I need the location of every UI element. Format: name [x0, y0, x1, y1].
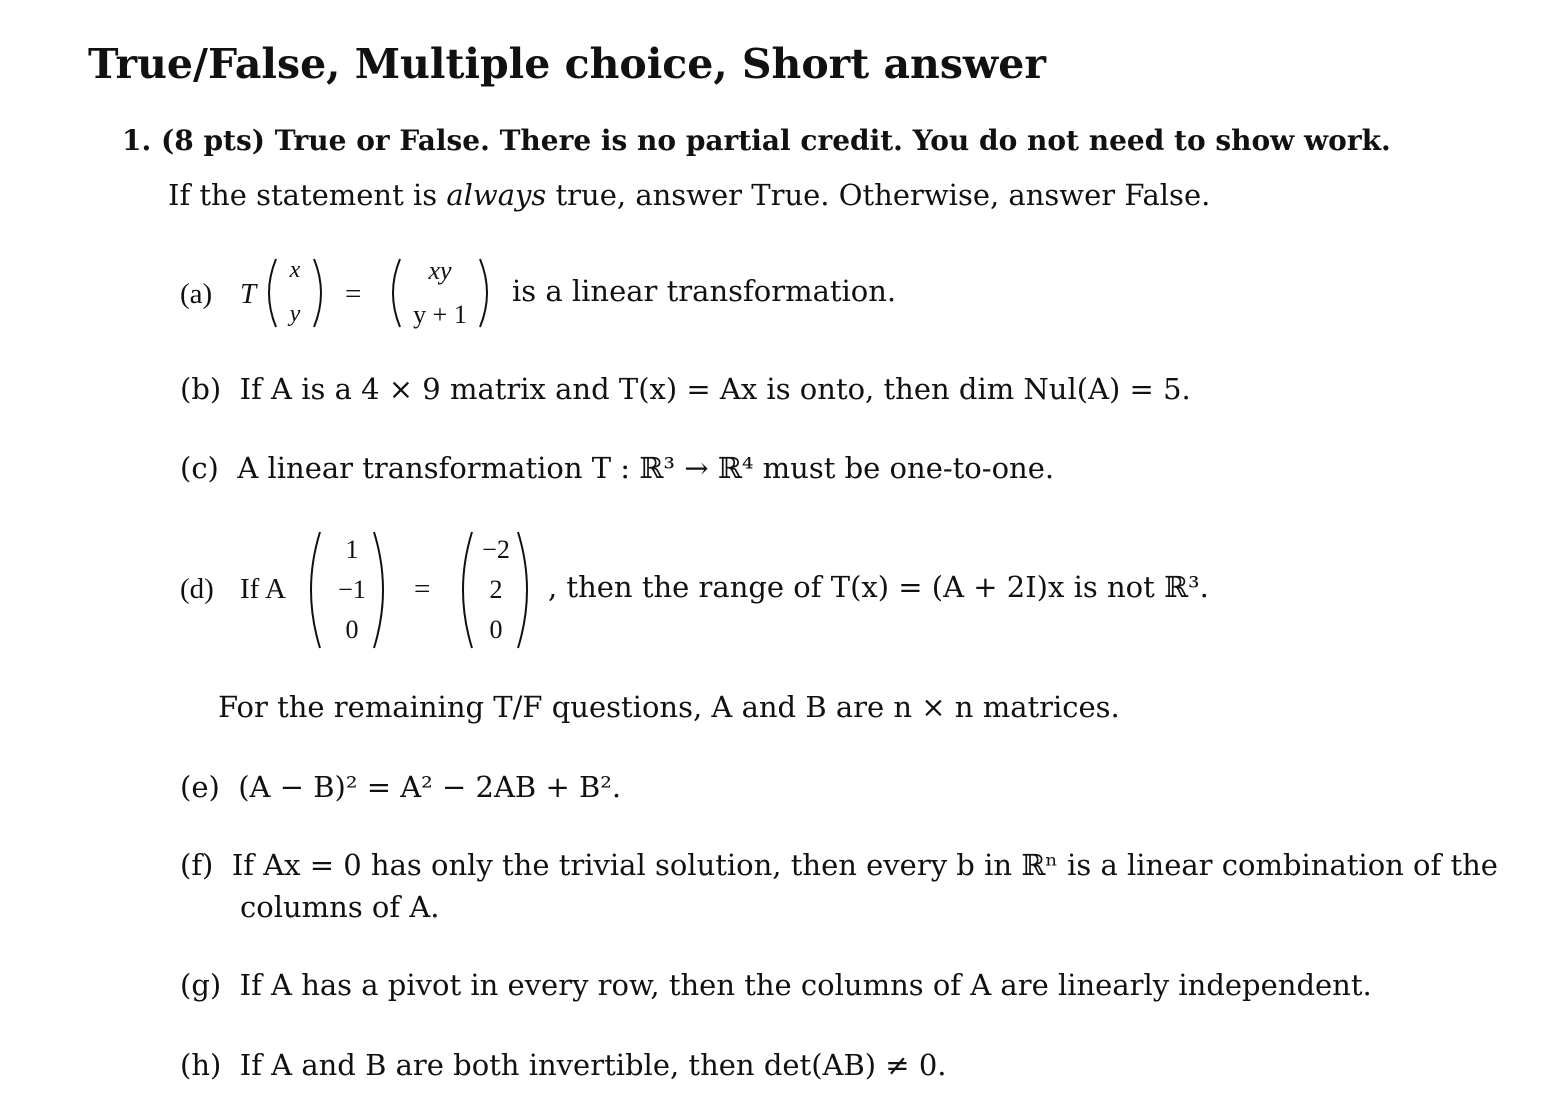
item-d-text: , then the range of T(x) = (A + 2I)x is not ℝ³. [548, 570, 1209, 604]
item-e-label: (e) [180, 770, 220, 804]
item-b-text: If A is a 4 × 9 matrix and T(x) = Ax is onto, then dim Nul(A) = 5. [239, 372, 1191, 406]
item-c [180, 451, 1054, 485]
item-b-label: (b) [180, 372, 222, 406]
item-f-text-line1: If Ax = 0 has only the trivial solution, then every b in ℝⁿ is a linear combination of the [231, 848, 1498, 882]
item-a-label: (a) [180, 278, 213, 310]
item-a-formula [180, 245, 540, 341]
item-d-pre: If A [240, 573, 286, 605]
question-instruction: If the statement is always true, answer True. Otherwise, answer False. [168, 178, 1211, 212]
item-g-label: (g) [180, 968, 222, 1002]
item-f [180, 848, 1498, 882]
paren-left [393, 259, 400, 327]
question-header-text: (8 pts) True or False. There is no partial credit. You do not need to show work. [160, 124, 1391, 157]
item-c-label: (c) [180, 451, 219, 485]
vec-left-1: 1 [345, 535, 359, 564]
item-d-label: (d) [180, 573, 214, 605]
vec-in-y: y [289, 301, 301, 327]
vec-right-3: 0 [489, 615, 503, 644]
item-h-text: If A and B are both invertible, then det(AB) ≠ 0. [239, 1048, 947, 1082]
paren-left [311, 532, 320, 648]
item-h-label: (h) [180, 1048, 222, 1082]
item-b [180, 372, 1191, 406]
paren-right [518, 532, 527, 648]
item-d-formula [180, 526, 560, 656]
item-a-T: T [240, 278, 257, 310]
vec-left-2: −1 [338, 575, 366, 604]
paren-left [269, 259, 276, 327]
vec-right-1: −2 [482, 535, 510, 564]
equals: = [414, 573, 431, 605]
vec-out-y-plus-1: y + 1 [413, 300, 467, 329]
vec-in-x: x [289, 257, 301, 283]
paren-right [480, 259, 487, 327]
question-number: 1. [122, 124, 152, 157]
section-title: True/False, Multiple choice, Short answer [88, 40, 1046, 88]
item-a-text: is a linear transformation. [512, 274, 897, 308]
paren-right [314, 259, 321, 327]
paren-left [463, 532, 472, 648]
item-h [180, 1048, 946, 1082]
item-c-text: A linear transformation T : ℝ³ → ℝ⁴ must be one-to-one. [237, 451, 1055, 485]
vec-left-3: 0 [345, 615, 359, 644]
item-a [180, 245, 540, 345]
question-header [122, 124, 1391, 157]
item-g [180, 968, 1372, 1002]
vec-right-2: 2 [489, 575, 503, 604]
remaining-note: For the remaining T/F questions, A and B are n × n matrices. [218, 690, 1120, 724]
item-e-text: (A − B)² = A² − 2AB + B². [238, 770, 622, 804]
equals: = [345, 278, 362, 310]
vec-out-xy: xy [428, 256, 452, 285]
item-f-text-line2: columns of A. [240, 890, 440, 924]
item-e [180, 770, 621, 804]
item-d [180, 526, 560, 660]
item-g-text: If A has a pivot in every row, then the columns of A are linearly independent. [239, 968, 1372, 1002]
paren-right [374, 532, 383, 648]
item-f-label: (f) [180, 848, 214, 882]
